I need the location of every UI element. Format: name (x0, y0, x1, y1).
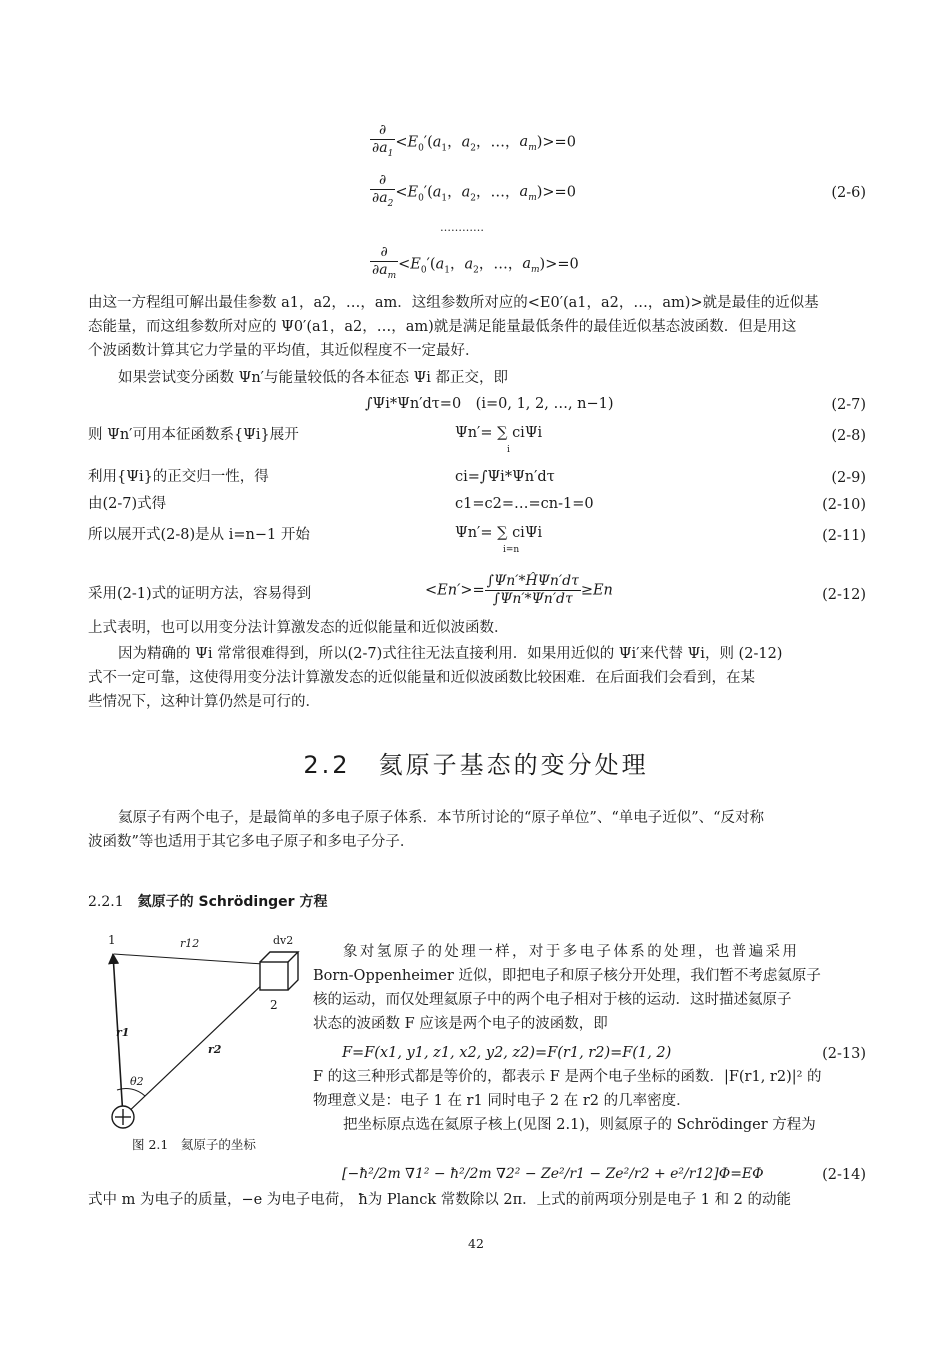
eq-2-7: ∫Ψi*Ψn′dτ=0 (i=0, 1, 2, …, n−1) (365, 396, 614, 412)
subsection-number: 2.2.1 (88, 894, 124, 910)
subsection-heading (88, 891, 327, 911)
page-number: 42 (468, 1236, 484, 1251)
paragraph-7-line-2: 物理意义是：电子 1 在 r1 同时电子 2 在 r2 的几率密度． (313, 1093, 691, 1109)
eq-2-6-line-3: $\frac{\partial}{\partial a_m}$ $<E_0'(a_1$，$a_2$，…，$a_m)>=0$ (372, 244, 579, 281)
eq-2-6-number: (2-6) (831, 185, 866, 201)
eq-2-8-sum-limit: i (507, 445, 510, 455)
eq-2-11-sum-limit: i=n (503, 545, 520, 555)
volume-element-cube (260, 952, 298, 990)
eq-2-12 (425, 573, 613, 608)
eq-2-6-line-1: $\frac{\partial}{\partial a_1}$ $<E_0'(a_1$，$a_2$，…，$a_m)>=0$ (372, 122, 576, 159)
eq-2-14-number: (2-14) (822, 1167, 866, 1183)
paragraph-6-line-3: 核的运动，而仅处理氦原子中的两个电子相对于核的运动．这时描述氦原子 (313, 992, 792, 1008)
paragraph-4-line-1: 因为精确的 Ψi 常常很难得到，所以(2-7)式往往无法直接利用．如果用近似的 Ψi′来代替 Ψi，则 (2-12) (118, 646, 783, 662)
figure-label-dv2: dv2 (273, 934, 294, 947)
eq-2-8-expr: Ψn′= ∑ ciΨi (455, 425, 543, 441)
eq-2-11-number: (2-11) (822, 528, 866, 544)
eq-2-9-number: (2-9) (831, 470, 866, 486)
section-heading (0, 745, 952, 780)
section-number: 2.2 (303, 751, 351, 779)
paragraph-5-line-2: 波函数”等也适用于其它多电子原子和多电子分子． (88, 834, 415, 850)
eq-2-10-lead: 由(2-7)式得 (88, 496, 167, 512)
figure-label-r1: r1 (116, 1026, 130, 1039)
eq-2-12-lead: 采用(2-1)式的证明方法，容易得到 (88, 586, 312, 602)
paragraph-1-line-1: 由这一方程组可解出最佳参数 a1，a2，…，am．这组参数所对应的<E0′(a1，a2，…，am)>就是最佳的近似基 (88, 295, 819, 311)
eq-2-11 (455, 526, 542, 541)
paragraph-5 (88, 806, 868, 854)
paragraph-1-line-3: 个波函数计算其它力学量的平均值，其近似程度不一定最好． (88, 343, 480, 359)
paragraph-6-line-2: Born-Oppenheimer 近似，即把电子和原子核分开处理，我们暂不考虑氦原子 (313, 968, 821, 984)
figure-label-2: 2 (270, 998, 278, 1012)
eq-2-10: c1=c2=…=cn-1=0 (455, 496, 594, 512)
eq-2-6-dots: ………… (440, 221, 484, 234)
eq-2-9: ci=∫Ψi*Ψn′dτ (455, 469, 555, 485)
eq-2-11-expr: Ψn′= ∑ ciΨi (455, 525, 543, 541)
paragraph-4 (88, 642, 868, 714)
r12-line (114, 954, 263, 964)
nucleus-plus-icon (112, 1106, 134, 1128)
helium-coordinate-figure (95, 930, 315, 1155)
eq-2-13-number: (2-13) (822, 1046, 866, 1062)
paragraph-1-line-2: 态能量，而这组参数所对应的 Ψ0′(a1，a2，…，am)就是满足能量最低条件的最佳近似基态波函数．但是用这 (88, 319, 797, 335)
eq-2-12-denominator: ∫Ψn′*Ψn′dτ (492, 591, 573, 607)
paragraph-1 (88, 291, 868, 363)
eq-2-9-lead: 利用{Ψi}的正交归一性，得 (88, 469, 269, 485)
eq-2-12-left: <En′>= (425, 582, 485, 599)
paragraph-4-line-2: 式不一定可靠，这使得用变分法计算激发态的近似能量和近似波函数比较困难．在后面我们会看到，在某 (88, 670, 755, 686)
paragraph-7 (313, 1065, 869, 1137)
eq-2-14: [−ħ²/2m ∇1² − ħ²/2m ∇2² − Ze²/r1 − Ze²/r2 + e²/r12]Φ=EΦ (342, 1166, 764, 1182)
r2-vector (123, 979, 268, 1117)
figure-label-theta2: θ2 (130, 1075, 144, 1088)
eq-2-8-number: (2-8) (831, 428, 866, 444)
paragraph-4-line-3: 些情况下，这种计算仍然是可行的． (88, 694, 320, 710)
eq-2-6-line-2: $\frac{\partial}{\partial a_2}$ $<E_0'(a_1$，$a_2$，…，$a_m)>=0$ (372, 172, 576, 209)
figure-label-1: 1 (108, 933, 116, 947)
eq-2-10-number: (2-10) (822, 497, 866, 513)
eq-2-12-numerator: ∫Ψn′*ĤΨn′dτ (486, 573, 579, 589)
figure-caption: 图 2.1 氦原子的坐标 (132, 1137, 256, 1152)
figure-label-r2: r2 (208, 1043, 222, 1056)
paragraph-7-line-3: 把坐标原点选在氦原子核上(见图 2.1)，则氦原子的 Schrödinger 方程为 (343, 1117, 816, 1133)
eq-2-12-right: ≥En (580, 582, 613, 599)
paragraph-8: 式中 m 为电子的质量，−e 为电子电荷， ħ为 Planck 常数除以 2π．上式的前两项分别是电子 1 和 2 的动能 (88, 1192, 792, 1208)
paragraph-6-line-4: 状态的波函数 F 应该是两个电子的波函数，即 (313, 1016, 608, 1032)
paragraph-5-line-1: 氦原子有两个电子，是最简单的多电子原子体系．本节所讨论的“原子单位”、“单电子近似”、“反对称 (118, 810, 765, 826)
figure-label-r12: r12 (180, 937, 200, 950)
subsection-title: 氦原子的 Schrödinger 方程 (137, 894, 328, 910)
eq-2-8 (455, 426, 542, 441)
paragraph-7-line-1: F 的这三种形式都是等价的，都表示 F 是两个电子坐标的函数．|F(r1, r2)|² 的 (313, 1069, 822, 1085)
eq-2-8-lead: 则 Ψn′可用本征函数系{Ψi}展开 (88, 427, 299, 443)
section-title: 氦原子基态的变分处理 (378, 751, 649, 779)
eq-2-7-number: (2-7) (831, 397, 866, 413)
eq-2-13: F=F(x1, y1, z1, x2, y2, z2)=F(r1, r2)=F(1, 2) (342, 1045, 672, 1061)
paragraph-6 (313, 940, 869, 1036)
eq-2-11-lead: 所以展开式(2-8)是从 i=n−1 开始 (88, 527, 310, 543)
eq-2-12-number: (2-12) (822, 587, 866, 603)
paragraph-2: 如果尝试变分函数 Ψn′与能量较低的各本征态 Ψi 都正交，即 (118, 370, 509, 386)
paragraph-3: 上式表明，也可以用变分法计算激发态的近似能量和近似波函数． (88, 620, 509, 636)
paragraph-6-line-1: 象对氢原子的处理一样，对于多电子体系的处理，也普遍采用 (343, 944, 800, 960)
